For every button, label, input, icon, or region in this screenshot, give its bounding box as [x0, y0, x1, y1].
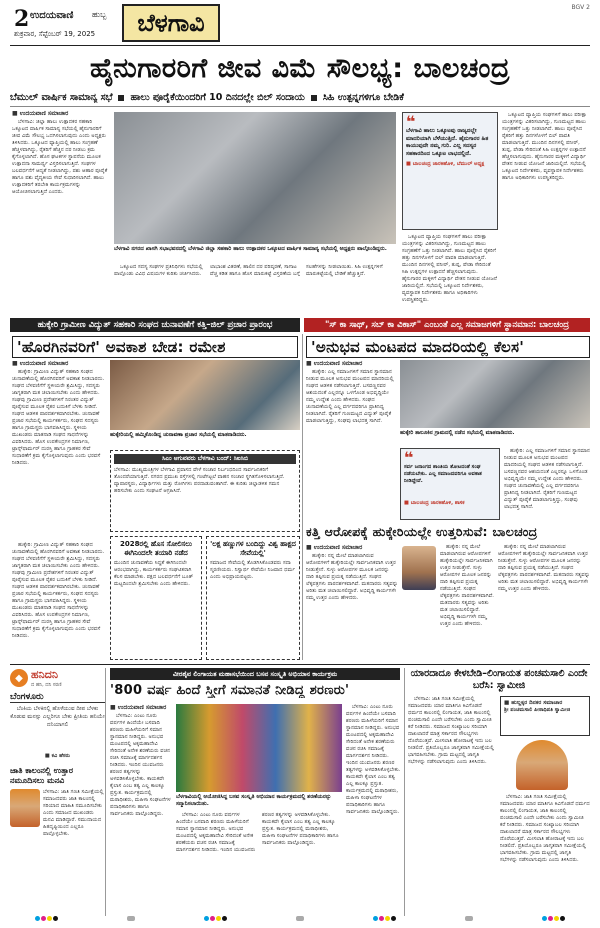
bottom-mid-body-2	[176, 812, 342, 916]
second-right-body-2-text: ಹುಕ್ಕೇರಿ: ನನ್ನ ಮೇಲೆ ಮಾಡಲಾಗಿರುವ ಆರೋಪಗಳಿಗೆ ಹುಕ್ಕೇರಿಯಲ್ಲೇ ಸಾರ್ವಜನಿಕವಾಗಿ ಉತ್ತರ ನೀಡುತ್ತೇನೆ. ಸುಳ್ಳು ಆರೋಪಗಳ ಮೂಲಕ ಜನರನ್ನು ದಾರಿ ತಪ್ಪಿಸುವ ಪ್ರಯತ್ನ ನಡೆಯುತ್ತಿದೆ. ಸಂಘದ ಲೆಕ್ಕಪತ್ರಗಳು ಪಾರದರ್ಶಕವಾಗಿವೆ. ಮತದಾರರು ಸತ್ಯವನ್ನು ಅರಿತು ಮತ ಚಲಾಯಿಸಲಿದ್ದಾರೆ. ಅಭಿವೃದ್ಧಿ ಕಾರ್ಯಗಳೇ ನಮ್ಮ ಉತ್ತರ ಎಂದು ಹೇಳಿದರು.	[440, 544, 494, 627]
hanidani-brand-sub: ದ ಹನಿ, ದನಿ ಸರಣಿ	[31, 682, 62, 688]
second-right-body-2	[440, 544, 494, 660]
hanidani-brand-name: ಹನಿದನಿ	[31, 668, 58, 681]
lead-subhead-2: ಹಾಲು ಪೂರೈಕೆಯಿಂದರಿಗೆ 10 ದಿನದಲ್ಲೇ ಬಿಲ್ ಸಂದಾಯ	[130, 92, 305, 103]
bottom-right-body-1-text: ಬೆಳಗಾವಿ: ಜಾತಿ ಗಣತಿ ಸಮೀಕ್ಷೆಯಲ್ಲಿ ಸಮಾಜದವರು ಯಾರ ಮಾತಿಗೂ ಕಿವಿಗೊಡದೆ ಧರ್ಮದ ಕಾಲಂನಲ್ಲಿ ಲಿಂಗಾಯತ, ಜಾತಿ ಕಾಲಂನಲ್ಲಿ ಪಂಚಮಸಾಲಿ ಎಂದೇ ಬರೆಸಬೇಕು ಎಂದು ಸ್ವಾಮೀಜಿ ಕರೆ ನೀಡಿದರು. ಸಮಾಜದ ಸಂಖ್ಯಾಬಲ ಸರಿಯಾಗಿ ದಾಖಲಾದರೆ ಮಾತ್ರ ಸರ್ಕಾರದ ಸೌಲಭ್ಯಗಳು ದೊರೆಯುತ್ತವೆ. ಮೀಸಲಾತಿ ಹೋರಾಟಕ್ಕೆ ಇದು ಬಲ ನೀಡಲಿದೆ. ಪ್ರತಿಯೊಬ್ಬರೂ ಜಾಗೃತರಾಗಿ ಸಮೀಕ್ಷೆಯಲ್ಲಿ ಭಾಗವಹಿಸಬೇಕು. ಗ್ರಾಮ ಮಟ್ಟದಲ್ಲಿ ಜಾಗೃತಿ ಸಭೆಗಳನ್ನು ನಡೆಸಲಾಗುವುದು ಎಂದು ತಿಳಿಸಿದರು.	[408, 696, 495, 765]
left-story-body	[12, 360, 106, 540]
cmyk-mark-icon	[35, 916, 58, 924]
left-story-caption: ಹುಕ್ಕೇರಿಯಲ್ಲಿ ಹಮ್ಮಿಕೊಂಡಿದ್ದ ಚುನಾವಣಾ ಪ್ರಚಾರ ಸಭೆಯಲ್ಲಿ ಮಾತನಾಡಿದರು.	[110, 432, 247, 438]
right-story-body-text: ಹುಕ್ಕೇರಿ: ಎಲ್ಲ ಸಮಾಜಗಳಿಗೆ ಸಮಾನ ಸ್ಥಾನಮಾನ ನೀಡುವ ಮೂಲಕ ಅನುಭವ ಮಂಟಪದ ಮಾದರಿಯಲ್ಲಿ ಸಂಘದ ಆಡಳಿತ ನಡೆಸಲಾಗುತ್ತಿದೆ. ಬಸವಣ್ಣನವರ ಆಶಯದಂತೆ ಎಲ್ಲರನ್ನೂ ಒಳಗೊಂಡ ಅಭಿವೃದ್ಧಿಯೇ ನಮ್ಮ ಉದ್ದೇಶ ಎಂದು ಹೇಳಿದರು. ಸಂಘದ ಚುನಾವಣೆಯಲ್ಲಿ ಎಲ್ಲ ವರ್ಗದವರಿಗೂ ಪ್ರಾತಿನಿಧ್ಯ ನೀಡಲಾಗಿದೆ. ರೈತರಿಗೆ ಗುಣಮಟ್ಟದ ವಿದ್ಯುತ್ ಪೂರೈಕೆ ಮಾಡಲಾಗುತ್ತಿದ್ದು, ಸಂಘವು ಲಾಭದತ್ತ ಸಾಗಿದೆ.	[306, 369, 394, 424]
bottom-right-portrait	[516, 740, 568, 790]
column-divider	[302, 334, 303, 660]
second-right-byline: ■ ಉದಯವಾಣಿ ಸಮಾಚಾರ	[306, 544, 363, 551]
bottom-mid-body-3-text: ಬೆಳಗಾವಿ: ಎಂಟು ನೂರು ವರ್ಷಗಳ ಹಿಂದೆಯೇ ಬಸವಾದಿ ಶರಣರು ಮಹಿಳೆಯರಿಗೆ ಸಮಾನ ಸ್ಥಾನಮಾನ ನೀಡಿದ್ದರು. ಅನುಭವ ಮಂಟಪದಲ್ಲಿ ಅಕ್ಕಮಹಾದೇವಿ ಸೇರಿದಂತೆ ಅನೇಕ ಶರಣೆಯರು ವಚನ ರಚಿಸಿ ಸಮಾಜಕ್ಕೆ ಮಾರ್ಗದರ್ಶನ ನೀಡಿದರು. ಇಂದಿನ ಯುವಜನರು ಶರಣರ ತತ್ವಗಳನ್ನು ಅಳವಡಿಸಿಕೊಳ್ಳಬೇಕು. ಕಾಯಕವೇ ಕೈಲಾಸ ಎಂಬ ತತ್ವ ಎಲ್ಲ ಕಾಲಕ್ಕೂ ಪ್ರಸ್ತುತ. ಕಾರ್ಯಕ್ರಮದಲ್ಲಿ ಮಠಾಧೀಶರು, ಮಹಿಳಾ ಸಂಘಟನೆಗಳ ಪದಾಧಿಕಾರಿಗಳು ಹಾಗೂ ಸಾರ್ವಜನಿಕರು ಪಾಲ್ಗೊಂಡಿದ್ದರು.	[346, 704, 401, 815]
small-box-1-title: 2028ರಲ್ಲಿ ಹೊಸ ಸೋಲಿಸಲು ಈಗಿನಿಂದಲೇ ತಯಾರಿ ನಡೆದ	[119, 540, 193, 557]
hanidani-story-title: ಜಾತಿ ಕಾಲಂನಲ್ಲಿ ಉತ್ತಾರ ನಮೂದಿಸಲು ಮನವಿ	[10, 766, 74, 785]
cmyk-mark-icon	[204, 916, 227, 924]
left-story-body-cont	[12, 542, 106, 660]
lead-body-right	[502, 112, 590, 314]
paper-name: ಉದಯವಾಣಿ	[30, 10, 74, 21]
quote-icon: ❝	[406, 112, 416, 131]
bottom-right-box-title: ■ ಹುಲ್ಲಕ್ಕರ ದಿನಕರ ಸಮಾಚಾರ	[504, 700, 563, 706]
lead-body-right-lower-text: ಒಕ್ಕೂಟದ ವ್ಯಾಪ್ತಿಯ ಸಂಘಗಳಿಗೆ ಹಾಲು ಪರೀಕ್ಷಾ ಯಂತ್ರಗಳನ್ನು ವಿತರಿಸಲಾಗಿದ್ದು, ಗುಣಮಟ್ಟದ ಹಾಲು ಸಂಗ್ರಹಣೆಗೆ ಒತ್ತು ನೀಡಲಾಗಿದೆ. ಹಾಲು ಪೂರೈಸಿದ ರೈತರಿಗೆ ಹತ್ತು ದಿನಗಳೊಳಗೆ ಬಿಲ್ ಪಾವತಿ ಮಾಡಲಾಗುತ್ತಿದೆ. ಮುಂದಿನ ದಿನಗಳಲ್ಲಿ ಪನೀರ್, ತುಪ್ಪ, ಪೇಡಾ ಸೇರಿದಂತೆ ಸಿಹಿ ಉತ್ಪನ್ನಗಳ ಉತ್ಪಾದನೆ ಹೆಚ್ಚಿಸಲಾಗುವುದು. ಹೈನುಗಾರರ ಮಕ್ಕಳಿಗೆ ವಿದ್ಯಾರ್ಥಿ ವೇತನ ನೀಡುವ ಯೋಜನೆ ಜಾರಿಯಲ್ಲಿದೆ. ಸಭೆಯಲ್ಲಿ ಒಕ್ಕೂಟದ ನಿರ್ದೇಶಕರು, ವ್ಯವಸ್ಥಾಪಕ ನಿರ್ದೇಶಕರು ಹಾಗೂ ಅಧಿಕಾರಿಗಳು ಉಪಸ್ಥಿತರಿದ್ದರು.	[402, 234, 498, 303]
cmyk-mark-icon	[373, 916, 396, 924]
left-story-byline: ■ ಉದಯವಾಣಿ ಸಮಾಚಾರ	[12, 360, 69, 367]
bottom-right-body-2-text: ಬೆಳಗಾವಿ: ಜಾತಿ ಗಣತಿ ಸಮೀಕ್ಷೆಯಲ್ಲಿ ಸಮಾಜದವರು ಯಾರ ಮಾತಿಗೂ ಕಿವಿಗೊಡದೆ ಧರ್ಮದ ಕಾಲಂನಲ್ಲಿ ಲಿಂಗಾಯತ, ಜಾತಿ ಕಾಲಂನಲ್ಲಿ ಪಂಚಮಸಾಲಿ ಎಂದೇ ಬರೆಸಬೇಕು ಎಂದು ಸ್ವಾಮೀಜಿ ಕರೆ ನೀಡಿದರು. ಸಮಾಜದ ಸಂಖ್ಯಾಬಲ ಸರಿಯಾಗಿ ದಾಖಲಾದರೆ ಮಾತ್ರ ಸರ್ಕಾರದ ಸೌಲಭ್ಯಗಳು ದೊರೆಯುತ್ತವೆ. ಮೀಸಲಾತಿ ಹೋರಾಟಕ್ಕೆ ಇದು ಬಲ ನೀಡಲಿದೆ. ಪ್ರತಿಯೊಬ್ಬರೂ ಜಾಗೃತರಾಗಿ ಸಮೀಕ್ಷೆಯಲ್ಲಿ ಭಾಗವಹಿಸಬೇಕು. ಗ್ರಾಮ ಮಟ್ಟದಲ್ಲಿ ಜಾಗೃತಿ ಸಭೆಗಳನ್ನು ನಡೆಸಲಾಗುವುದು ಎಂದು ತಿಳಿಸಿದರು.	[500, 794, 590, 863]
bottom-right-body-2	[500, 794, 590, 916]
bottom-mid-byline: ■ ಉದಯವಾಣಿ ಸಮಾಚಾರ	[110, 704, 167, 711]
cm-notice-title: ಸಿಎಂ ಆಗುವವರು ಬೆಳಗಾವಿ ಬಂದ್: ಸಿಐಸಿಬಿ	[114, 454, 296, 464]
small-box-1	[110, 536, 202, 660]
column-divider-bottom	[404, 668, 405, 916]
right-story-photo	[400, 360, 590, 428]
bottom-mid-photo	[176, 704, 342, 792]
lead-body-below-text: ಒಕ್ಕೂಟದ ಸದಸ್ಯ ಸಂಘಗಳ ಪ್ರತಿನಿಧಿಗಳು ಸಭೆಯಲ್ಲಿ ಪಾಲ್ಗೊಂಡು ವಿವಿಧ ವಿಷಯಗಳ ಕುರಿತು ಚರ್ಚಿಸಿದರು. ಲಾಭಾಂಶ ವಿತರಣೆ, ಹಾಲಿನ ದರ ಪರಿಷ್ಕರಣೆ, ಸಾಗಾಟ ವೆಚ್ಚ ಕಡಿತ ಹಾಗೂ ಹೊಸ ಮಾರುಕಟ್ಟೆ ವಿಸ್ತರಣೆಯ ಬಗ್ಗೆ ಸಲಹೆಗಳನ್ನು ನೀಡಲಾಯಿತು. ಸಿಹಿ ಉತ್ಪನ್ನಗಳಿಗೆ ಮಾರುಕಟ್ಟೆಯಲ್ಲಿ ಬೇಡಿಕೆ ಹೆಚ್ಚುತ್ತಿದೆ.	[114, 264, 383, 277]
bottom-mid-caption: ಬೆಳಗಾವಿಯಲ್ಲಿ ಆಯೋಜಿಸಿದ್ದ ಬಸವ ಸಂಸ್ಕೃತಿ ಅಭಿಯಾನ ಕಾರ್ಯಕ್ರಮದಲ್ಲಿ ಶರಣೆಯರನ್ನು ಸನ್ಮಾನಿಸಲಾಯಿತು.	[176, 794, 332, 807]
page-number: 2	[14, 6, 30, 32]
bottom-mid-body-3	[346, 704, 402, 916]
hanidani-portrait	[10, 789, 40, 827]
bottom-mid-body-2-text: ಬೆಳಗಾವಿ: ಎಂಟು ನೂರು ವರ್ಷಗಳ ಹಿಂದೆಯೇ ಬಸವಾದಿ ಶರಣರು ಮಹಿಳೆಯರಿಗೆ ಸಮಾನ ಸ್ಥಾನಮಾನ ನೀಡಿದ್ದರು. ಅನುಭವ ಮಂಟಪದಲ್ಲಿ ಅಕ್ಕಮಹಾದೇವಿ ಸೇರಿದಂತೆ ಅನೇಕ ಶರಣೆಯರು ವಚನ ರಚಿಸಿ ಸಮಾಜಕ್ಕೆ ಮಾರ್ಗದರ್ಶನ ನೀಡಿದರು. ಇಂದಿನ ಯುವಜನರು ಶರಣರ ತತ್ವಗಳನ್ನು ಅಳವಡಿಸಿಕೊಳ್ಳಬೇಕು. ಕಾಯಕವೇ ಕೈಲಾಸ ಎಂಬ ತತ್ವ ಎಲ್ಲ ಕಾಲಕ್ಕೂ ಪ್ರಸ್ತುತ. ಕಾರ್ಯಕ್ರಮದಲ್ಲಿ ಮಠಾಧೀಶರು, ಮಹಿಳಾ ಸಂಘಟನೆಗಳ ಪದಾಧಿಕಾರಿಗಳು ಹಾಗೂ ಸಾರ್ವಜನಿಕರು ಪಾಲ್ಗೊಂಡಿದ್ದರು.	[176, 812, 339, 853]
registration-marks	[0, 916, 600, 924]
bottom-right-box-sub: ಶ್ರೀ ಪಂಚಮಸಾಲಿ ಪೀಠಾಧಿಪತಿ ಸ್ವಾಮೀಜಿ	[504, 707, 571, 713]
second-right-body-3	[498, 544, 590, 660]
left-story-body-cont-text: ಹುಕ್ಕೇರಿ: ಗ್ರಾಮೀಣ ವಿದ್ಯುತ್ ಸಹಕಾರಿ ಸಂಘದ ಚುನಾವಣೆಯಲ್ಲಿ ಹೊರಗಿನವರಿಗೆ ಅವಕಾಶ ನೀಡಬಾರದು. ಸಂಘದ ಬೆಳವಣಿಗೆಗೆ ಸ್ಥಳೀಯರೇ ಶ್ರಮಿಸಿದ್ದು, ಸದಸ್ಯರು ಜಾಗೃತರಾಗಿ ಮತ ಚಲಾಯಿಸಬೇಕು ಎಂದು ಹೇಳಿದರು. ಸಂಘವು ಗ್ರಾಮೀಣ ಪ್ರದೇಶಗಳಿಗೆ ನಿರಂತರ ವಿದ್ಯುತ್ ಪೂರೈಸುವ ಮೂಲಕ ರೈತರ ಬದುಕಿಗೆ ಬೆಳಕು ನೀಡಿದೆ. ಸಂಘದ ಆಡಳಿತ ಪಾರದರ್ಶಕವಾಗಿರಬೇಕು. ಚುನಾವಣೆ ಪ್ರಚಾರ ಸಭೆಯಲ್ಲಿ ಕಾರ್ಯಕರ್ತರು, ಸಂಘದ ಸದಸ್ಯರು ಹಾಗೂ ಗ್ರಾಮಸ್ಥರು ಭಾಗವಹಿಸಿದ್ದರು. ಸ್ಥಳೀಯ ಮುಖಂಡರು ಮಾತನಾಡಿ ಸಂಘದ ಸಾಧನೆಗಳನ್ನು ವಿವರಿಸಿದರು. ಹೊಸ ಉಪಕೇಂದ್ರಗಳ ನಿರ್ಮಾಣ, ಟ್ರಾನ್ಸ್‌ಫಾರ್ಮರ್ ದುರಸ್ತಿ ಹಾಗೂ ಗ್ರಾಹಕರ ಸೇವೆ ಸುಧಾರಣೆಗೆ ಕ್ರಮ ಕೈಗೊಳ್ಳಲಾಗುವುದು ಎಂದು ಭರವಸೆ ನೀಡಿದರು.	[12, 542, 105, 639]
cmyk-mark-icon	[542, 916, 565, 924]
corner-code: BGV 2	[571, 4, 590, 11]
dateline: ಶುಕ್ರವಾರ, ಸೆಪ್ಟೆಂಬರ್ 19, 2025	[14, 30, 96, 38]
hanidani-brand	[10, 668, 105, 688]
right-story-body-cont-text: ಹುಕ್ಕೇರಿ: ಎಲ್ಲ ಸಮಾಜಗಳಿಗೆ ಸಮಾನ ಸ್ಥಾನಮಾನ ನೀಡುವ ಮೂಲಕ ಅನುಭವ ಮಂಟಪದ ಮಾದರಿಯಲ್ಲಿ ಸಂಘದ ಆಡಳಿತ ನಡೆಸಲಾಗುತ್ತಿದೆ. ಬಸವಣ್ಣನವರ ಆಶಯದಂತೆ ಎಲ್ಲರನ್ನೂ ಒಳಗೊಂಡ ಅಭಿವೃದ್ಧಿಯೇ ನಮ್ಮ ಉದ್ದೇಶ ಎಂದು ಹೇಳಿದರು. ಸಂಘದ ಚುನಾವಣೆಯಲ್ಲಿ ಎಲ್ಲ ವರ್ಗದವರಿಗೂ ಪ್ರಾತಿನಿಧ್ಯ ನೀಡಲಾಗಿದೆ. ರೈತರಿಗೆ ಗುಣಮಟ್ಟದ ವಿದ್ಯುತ್ ಪೂರೈಕೆ ಮಾಡಲಾಗುತ್ತಿದ್ದು, ಸಂಘವು ಲಾಭದತ್ತ ಸಾಗಿದೆ.	[504, 448, 590, 510]
right-story-quote-text: ಸರ್ವ ಜನಾಂಗದ ಶಾಂತಿಯ ತೋಟದಂತೆ ಸಂಘ ನಡೆಯಬೇಕು. ಎಲ್ಲ ಸಮಾಜದವರಿಗೂ ಅವಕಾಶ ನೀಡಿದ್ದೇವೆ.	[404, 464, 483, 484]
lead-caption: ಬೆಳಗಾವಿ ನಗರದ ಖಾಸಗಿ ಸಭಾಭವನದಲ್ಲಿ ಬೆಳಗಾವಿ ಜಿಲ್ಲಾ ಸಹಕಾರಿ ಹಾಲು ಉತ್ಪಾದಕರ ಒಕ್ಕೂಟದ ವಾರ್ಷಿಕ ಸಾಮಾನ್ಯ ಸಭೆಯಲ್ಲಿ ಅಧ್ಯಕ್ಷರು ಪಾಲ್ಗೊಂಡಿದ್ದರು.	[114, 246, 387, 252]
gray-mark-icon	[296, 916, 304, 921]
lead-quote-attribution: ■ ಬಾಲಚಂದ್ರ ಜಾರಕಿಹೊಳಿ, ಬೆಮುಲ್ ಅಧ್ಯಕ್ಷ	[406, 161, 485, 167]
lead-subhead-1: ಬೆಮುಲ್ ವಾರ್ಷಿಕ ಸಾಮಾನ್ಯ ಸಭೆ	[10, 92, 113, 103]
lead-body-below-photo	[114, 264, 396, 314]
right-story-body	[306, 360, 396, 520]
cm-notice-body: ಬೆಳಗಾವಿ: ಮುಖ್ಯಮಂತ್ರಿಗಳ ಬೆಳಗಾವಿ ಪ್ರವಾಸದ ವೇಳೆ ಸಂಚಾರ ನಿರ್ಬಂಧದಿಂದ ಸಾರ್ವಜನಿಕರಿಗೆ ತೊಂದರೆಯಾಗುತ್ತಿದೆ. ನಗರದ ಪ್ರಮುಖ ರಸ್ತೆಗಳಲ್ಲಿ ಗಂಟೆಗಟ್ಟಲೆ ವಾಹನ ಸಂಚಾರ ಸ್ಥಗಿತಗೊಳಿಸಲಾಗುತ್ತಿದೆ. ವ್ಯಾಪಾರಸ್ಥರು, ವಿದ್ಯಾರ್ಥಿಗಳು ಮತ್ತು ರೋಗಿಗಳು ಪರದಾಡುವಂತಾಗಿದೆ. ಈ ಕುರಿತು ಜಿಲ್ಲಾಡಳಿತ ಗಮನ ಹರಿಸಬೇಕು ಎಂದು ಸಂಘಟನೆ ಆಗ್ರಹಿಸಿದೆ.	[114, 467, 285, 494]
gray-mark-icon	[127, 916, 135, 921]
gray-mark-icon	[465, 916, 473, 921]
edition-tag: ಹುಬ್ಬ	[92, 10, 107, 19]
cm-notice-box	[110, 450, 300, 532]
right-story-byline: ■ ಉದಯವಾಣಿ ಸಮಾಚಾರ	[306, 360, 363, 367]
left-story-photo	[110, 360, 300, 430]
lead-quote-box	[402, 112, 498, 230]
hanidani-city: ಬೆಂಗಳೂರು	[10, 692, 105, 703]
bullet-icon	[118, 95, 124, 101]
bottom-right-headline: ಯಾರದಾದೂ ಕೇಳಬೇಡಿ–ಲಿಂಗಾಯತ ಪಂಚಮಸಾಲಿ ಎಂದೇ ಬರೆಸಿ: ಸ್ವಾಮೀಜಿ	[410, 668, 588, 691]
right-story-quote-attribution: ■ ಬಾಲಚಂದ್ರ ಜಾರಕಿಹೊಳಿ, ಶಾಸಕ	[404, 500, 465, 506]
drop-icon: ◆	[10, 669, 28, 687]
small-box-2-title: 'ಲಕ್ಷ ಹಣ್ಣುಗಳ ಬಂದಿದ್ದು ವಿಶ್ವ ಹಾಕ್ಷದ ಸೇವೆಯಲ್ಲಿ'	[210, 540, 296, 557]
second-right-headline: ಕತ್ತಿ ಆರೋಪಕ್ಕೆ ಹುಕ್ಕೇರಿಯಲ್ಲೇ ಉತ್ತರಿಸುವೆ: ಬಾಲಚಂದ್ರ	[306, 524, 538, 539]
lead-photo	[114, 112, 396, 244]
right-story-caption: ಹುಕ್ಕೇರಿ ತಾಲೂಕಿನ ಗ್ರಾಮದಲ್ಲಿ ನಡೆದ ಸಭೆಯಲ್ಲಿ ಮಾತನಾಡಿದರು.	[400, 430, 515, 436]
right-story-body-cont	[504, 448, 590, 520]
small-box-2-body: ಸಮಾಜದ ಸೇವೆಯಲ್ಲಿ ತೊಡಗಿಸಿಕೊಂಡವರು ಸದಾ ಸ್ಮರಣೀಯರು. ನಿಸ್ವಾರ್ಥ ಸೇವೆಯೇ ನಿಜವಾದ ಧರ್ಮ ಎಂದು ಅಭಿಪ್ರಾಯಪಟ್ಟರು.	[210, 560, 296, 580]
lead-quote-text: ಬೆಳಗಾವಿ ಹಾಲು ಒಕ್ಕೂಟವು ರಾಜ್ಯದಲ್ಲೇ ಮಾದರಿಯಾಗಿ ಬೆಳೆಯುತ್ತಿದೆ. ಹೈನುಗಾರರ ಹಿತ ಕಾಯುವುದೇ ನಮ್ಮ ಗುರಿ. ಎಲ್ಲ ಸದಸ್ಯರ ಸಹಕಾರದಿಂದ ಒಕ್ಕೂಟ ಲಾಭದಲ್ಲಿದೆ.	[406, 128, 489, 157]
lead-body-text: ಬೆಳಗಾವಿ: ಜಿಲ್ಲಾ ಹಾಲು ಉತ್ಪಾದಕರ ಸಹಕಾರಿ ಒಕ್ಕೂಟದ ವಾರ್ಷಿಕ ಸಾಮಾನ್ಯ ಸಭೆಯಲ್ಲಿ ಹೈನುಗಾರರಿಗೆ ಜೀವ ವಿಮೆ ಸೌಲಭ್ಯ ಒದಗಿಸಲಾಗುವುದು ಎಂದು ಅಧ್ಯಕ್ಷರು ತಿಳಿಸಿದರು. ಒಕ್ಕೂಟದ ವ್ಯಾಪ್ತಿಯಲ್ಲಿ ಹಾಲು ಸಂಗ್ರಹಣೆ ಹೆಚ್ಚಳವಾಗಿದ್ದು, ರೈತರಿಗೆ ಹೆಚ್ಚಿನ ದರ ನೀಡಲು ಕ್ರಮ ಕೈಗೊಳ್ಳಲಾಗಿದೆ. ಹೊಸ ಘಟಕಗಳ ಸ್ಥಾಪನೆಯ ಮೂಲಕ ಉತ್ಪಾದನಾ ಸಾಮರ್ಥ್ಯ ವಿಸ್ತರಿಸಲಾಗುತ್ತಿದೆ. ಸಂಘಗಳ ಬಲವರ್ಧನೆಗೆ ಆದ್ಯತೆ ನೀಡಲಾಗಿದ್ದು, ಪಶು ಆಹಾರ ಪೂರೈಕೆ ಹಾಗೂ ಪಶು ವೈದ್ಯಕೀಯ ಸೇವೆ ಸುಧಾರಿಸಲಾಗಿದೆ. ಹಾಲು ಉತ್ಪಾದಕರಿಗೆ ತರಬೇತಿ ಕಾರ್ಯಕ್ರಮಗಳನ್ನು ಆಯೋಜಿಸಲಾಗುತ್ತಿದೆ ಎಂದರು.	[12, 119, 108, 195]
lead-body-col1	[12, 110, 108, 310]
bottom-mid-kicker: ವೀರಶೈವ ಲಿಂಗಾಯತ ಮಹಾಸಭೆಯಿಂದ ಬಸವ ಸಂಸ್ಕೃತಿ ಅಭಿಯಾನ ಕಾರ್ಯಕ್ರಮ	[110, 668, 400, 680]
hanidani-poem: ಬೆಂಕಿಯ ಬೆಳಕಿನಲ್ಲಿ ಹೊಳೆಯುವ ದೀಪ ಬೆಳಕು ಕೊಡುವ ಮನಸ್ಸು ಎಲ್ಲರಿಗೂ ಬೇಕು ಪ್ರೀತಿಯ ಹನಿಯೇ ದನಿಯಾಗಲಿ	[10, 706, 105, 728]
bottom-right-body-1	[408, 696, 496, 916]
lead-body-right-text: ಒಕ್ಕೂಟದ ವ್ಯಾಪ್ತಿಯ ಸಂಘಗಳಿಗೆ ಹಾಲು ಪರೀಕ್ಷಾ ಯಂತ್ರಗಳನ್ನು ವಿತರಿಸಲಾಗಿದ್ದು, ಗುಣಮಟ್ಟದ ಹಾಲು ಸಂಗ್ರಹಣೆಗೆ ಒತ್ತು ನೀಡಲಾಗಿದೆ. ಹಾಲು ಪೂರೈಸಿದ ರೈತರಿಗೆ ಹತ್ತು ದಿನಗಳೊಳಗೆ ಬಿಲ್ ಪಾವತಿ ಮಾಡಲಾಗುತ್ತಿದೆ. ಮುಂದಿನ ದಿನಗಳಲ್ಲಿ ಪನೀರ್, ತುಪ್ಪ, ಪೇಡಾ ಸೇರಿದಂತೆ ಸಿಹಿ ಉತ್ಪನ್ನಗಳ ಉತ್ಪಾದನೆ ಹೆಚ್ಚಿಸಲಾಗುವುದು. ಹೈನುಗಾರರ ಮಕ್ಕಳಿಗೆ ವಿದ್ಯಾರ್ಥಿ ವೇತನ ನೀಡುವ ಯೋಜನೆ ಜಾರಿಯಲ್ಲಿದೆ. ಸಭೆಯಲ್ಲಿ ಒಕ್ಕೂಟದ ನಿರ್ದೇಶಕರು, ವ್ಯವಸ್ಥಾಪಕ ನಿರ್ದೇಶಕರು ಹಾಗೂ ಅಧಿಕಾರಿಗಳು ಉಪಸ್ಥಿತರಿದ್ದರು.	[502, 112, 587, 181]
band-left: ಹುಕ್ಕೇರಿ ಗ್ರಾಮೀಣ ವಿದ್ಯುತ್ ಸಹಕಾರಿ ಸಂಘದ ಚುನಾವಣೆಗೆ ಕತ್ತಿ–ಜಿಲ್ ಪ್ರಚಾರ ಪ್ರಾರಂಭ	[10, 318, 300, 332]
bottom-mid-body-1	[110, 704, 172, 916]
bottom-mid-headline: '800 ವರ್ಷ ಹಿಂದೆ ಸ್ತ್ರೀಗೆ ಸಮಾನತೆ ನೀಡಿದ್ದ ಶರಣರು'	[110, 683, 350, 698]
hanidani-story-body: ಬೆಳಗಾವಿ: ಜಾತಿ ಗಣತಿ ಸಮೀಕ್ಷೆಯಲ್ಲಿ ಸಮಾಜದವರು ಜಾತಿ ಕಾಲಂನಲ್ಲಿ ಸರಿಯಾದ ಮಾಹಿತಿ ನಮೂದಿಸಬೇಕು ಎಂದು ಸಮಾಜದ ಮುಖಂಡರು ಮನವಿ ಮಾಡಿದ್ದಾರೆ. ಸಮುದಾಯದ ಹಿತದೃಷ್ಟಿಯಿಂದ ಎಲ್ಲರೂ ಪಾಲ್ಗೊಳ್ಳಬೇಕು.	[43, 789, 104, 837]
lead-headline: ಹೈನುಗಾರರಿಗೆ ಜೀವ ವಿಮೆ ಸೌಲಭ್ಯ: ಬಾಲಚಂದ್ರ	[90, 53, 510, 84]
hanidani-author: ■ ಕವಿ ಹೆಸರು	[44, 753, 71, 759]
quote-icon: ❝	[404, 448, 414, 467]
bottom-rule	[10, 664, 590, 665]
subhead-rule	[10, 106, 590, 107]
hanidani-column	[10, 668, 106, 916]
lead-subheads	[10, 92, 590, 103]
bottom-mid-body-1-text: ಬೆಳಗಾವಿ: ಎಂಟು ನೂರು ವರ್ಷಗಳ ಹಿಂದೆಯೇ ಬಸವಾದಿ ಶರಣರು ಮಹಿಳೆಯರಿಗೆ ಸಮಾನ ಸ್ಥಾನಮಾನ ನೀಡಿದ್ದರು. ಅನುಭವ ಮಂಟಪದಲ್ಲಿ ಅಕ್ಕಮಹಾದೇವಿ ಸೇರಿದಂತೆ ಅನೇಕ ಶರಣೆಯರು ವಚನ ರಚಿಸಿ ಸಮಾಜಕ್ಕೆ ಮಾರ್ಗದರ್ಶನ ನೀಡಿದರು. ಇಂದಿನ ಯುವಜನರು ಶರಣರ ತತ್ವಗಳನ್ನು ಅಳವಡಿಸಿಕೊಳ್ಳಬೇಕು. ಕಾಯಕವೇ ಕೈಲಾಸ ಎಂಬ ತತ್ವ ಎಲ್ಲ ಕಾಲಕ್ಕೂ ಪ್ರಸ್ತುತ. ಕಾರ್ಯಕ್ರಮದಲ್ಲಿ ಮಠಾಧೀಶರು, ಮಹಿಳಾ ಸಂಘಟನೆಗಳ ಪದಾಧಿಕಾರಿಗಳು ಹಾಗೂ ಸಾರ್ವಜನಿಕರು ಪಾಲ್ಗೊಂಡಿದ್ದರು.	[110, 713, 171, 817]
band-right: "ಸ್ ಕಾ ಸಾಥ್, ಸಬ್ ಕಾ ವಿಕಾಸ್" ಎಂಬಂತೆ ಎಲ್ಲ ಸಮಾಜಗಳಿಗೆ ಸ್ಥಾನಮಾನ: ಬಾಲಚಂದ್ರ	[304, 318, 590, 332]
small-box-2	[206, 536, 300, 660]
second-right-portrait	[402, 546, 436, 590]
edition-name: ಬೆಳಗಾವಿ	[122, 4, 220, 42]
lead-subhead-3: ಸಿಹಿ ಉತ್ಪನ್ನಗಳಿಗೂ ಬೇಡಿಕೆ	[322, 92, 404, 103]
bullet-icon	[311, 95, 317, 101]
bottom-right-box	[500, 696, 590, 736]
left-story-headline: 'ಹೊರಗಿನವರಿಗೆ' ಅವಕಾಶ ಬೇಡ: ರಮೇಶ	[12, 336, 298, 358]
second-right-body-1-text: ಹುಕ್ಕೇರಿ: ನನ್ನ ಮೇಲೆ ಮಾಡಲಾಗಿರುವ ಆರೋಪಗಳಿಗೆ ಹುಕ್ಕೇರಿಯಲ್ಲೇ ಸಾರ್ವಜನಿಕವಾಗಿ ಉತ್ತರ ನೀಡುತ್ತೇನೆ. ಸುಳ್ಳು ಆರೋಪಗಳ ಮೂಲಕ ಜನರನ್ನು ದಾರಿ ತಪ್ಪಿಸುವ ಪ್ರಯತ್ನ ನಡೆಯುತ್ತಿದೆ. ಸಂಘದ ಲೆಕ್ಕಪತ್ರಗಳು ಪಾರದರ್ಶಕವಾಗಿವೆ. ಮತದಾರರು ಸತ್ಯವನ್ನು ಅರಿತು ಮತ ಚಲಾಯಿಸಲಿದ್ದಾರೆ. ಅಭಿವೃದ್ಧಿ ಕಾರ್ಯಗಳೇ ನಮ್ಮ ಉತ್ತರ ಎಂದು ಹೇಳಿದರು.	[306, 553, 398, 601]
left-story-body-text: ಹುಕ್ಕೇರಿ: ಗ್ರಾಮೀಣ ವಿದ್ಯುತ್ ಸಹಕಾರಿ ಸಂಘದ ಚುನಾವಣೆಯಲ್ಲಿ ಹೊರಗಿನವರಿಗೆ ಅವಕಾಶ ನೀಡಬಾರದು. ಸಂಘದ ಬೆಳವಣಿಗೆಗೆ ಸ್ಥಳೀಯರೇ ಶ್ರಮಿಸಿದ್ದು, ಸದಸ್ಯರು ಜಾಗೃತರಾಗಿ ಮತ ಚಲಾಯಿಸಬೇಕು ಎಂದು ಹೇಳಿದರು. ಸಂಘವು ಗ್ರಾಮೀಣ ಪ್ರದೇಶಗಳಿಗೆ ನಿರಂತರ ವಿದ್ಯುತ್ ಪೂರೈಸುವ ಮೂಲಕ ರೈತರ ಬದುಕಿಗೆ ಬೆಳಕು ನೀಡಿದೆ. ಸಂಘದ ಆಡಳಿತ ಪಾರದರ್ಶಕವಾಗಿರಬೇಕು. ಚುನಾವಣೆ ಪ್ರಚಾರ ಸಭೆಯಲ್ಲಿ ಕಾರ್ಯಕರ್ತರು, ಸಂಘದ ಸದಸ್ಯರು ಹಾಗೂ ಗ್ರಾಮಸ್ಥರು ಭಾಗವಹಿಸಿದ್ದರು. ಸ್ಥಳೀಯ ಮುಖಂಡರು ಮಾತನಾಡಿ ಸಂಘದ ಸಾಧನೆಗಳನ್ನು ವಿವರಿಸಿದರು. ಹೊಸ ಉಪಕೇಂದ್ರಗಳ ನಿರ್ಮಾಣ, ಟ್ರಾನ್ಸ್‌ಫಾರ್ಮರ್ ದುರಸ್ತಿ ಹಾಗೂ ಗ್ರಾಹಕರ ಸೇವೆ ಸುಧಾರಣೆಗೆ ಕ್ರಮ ಕೈಗೊಳ್ಳಲಾಗುವುದು ಎಂದು ಭರವಸೆ ನೀಡಿದರು.	[12, 369, 105, 466]
small-box-1-body: ಮುಂದಿನ ಚುನಾವಣೆಯ ಸಿದ್ಧತೆ ಈಗಿನಿಂದಲೇ ಆರಂಭವಾಗಿದ್ದು, ಕಾರ್ಯಕರ್ತರು ಸಂಘಟಿತರಾಗಿ ಕೆಲಸ ಮಾಡಬೇಕು. ಪಕ್ಷದ ಬಲವರ್ಧನೆಗೆ ಬೂತ್ ಮಟ್ಟದಿಂದಲೇ ಶ್ರಮಿಸಬೇಕು ಎಂದು ಹೇಳಿದರು.	[114, 560, 194, 587]
second-right-body-3-text: ಹುಕ್ಕೇರಿ: ನನ್ನ ಮೇಲೆ ಮಾಡಲಾಗಿರುವ ಆರೋಪಗಳಿಗೆ ಹುಕ್ಕೇರಿಯಲ್ಲೇ ಸಾರ್ವಜನಿಕವಾಗಿ ಉತ್ತರ ನೀಡುತ್ತೇನೆ. ಸುಳ್ಳು ಆರೋಪಗಳ ಮೂಲಕ ಜನರನ್ನು ದಾರಿ ತಪ್ಪಿಸುವ ಪ್ರಯತ್ನ ನಡೆಯುತ್ತಿದೆ. ಸಂಘದ ಲೆಕ್ಕಪತ್ರಗಳು ಪಾರದರ್ಶಕವಾಗಿವೆ. ಮತದಾರರು ಸತ್ಯವನ್ನು ಅರಿತು ಮತ ಚಲಾಯಿಸಲಿದ್ದಾರೆ. ಅಭಿವೃದ್ಧಿ ಕಾರ್ಯಗಳೇ ನಮ್ಮ ಉತ್ತರ ಎಂದು ಹೇಳಿದರು.	[498, 544, 590, 592]
second-right-body-1	[306, 544, 398, 660]
masthead-rule	[10, 45, 590, 46]
lead-body-right-lower	[402, 234, 498, 314]
lead-byline: ■ ಉದಯವಾಣಿ ಸಮಾಚಾರ	[12, 110, 69, 117]
right-story-quote-box	[400, 448, 500, 520]
right-story-headline: 'ಅನುಭವ ಮಂಟಪದ ಮಾದರಿಯಲ್ಲಿ ಕೆಲಸ'	[306, 336, 590, 358]
